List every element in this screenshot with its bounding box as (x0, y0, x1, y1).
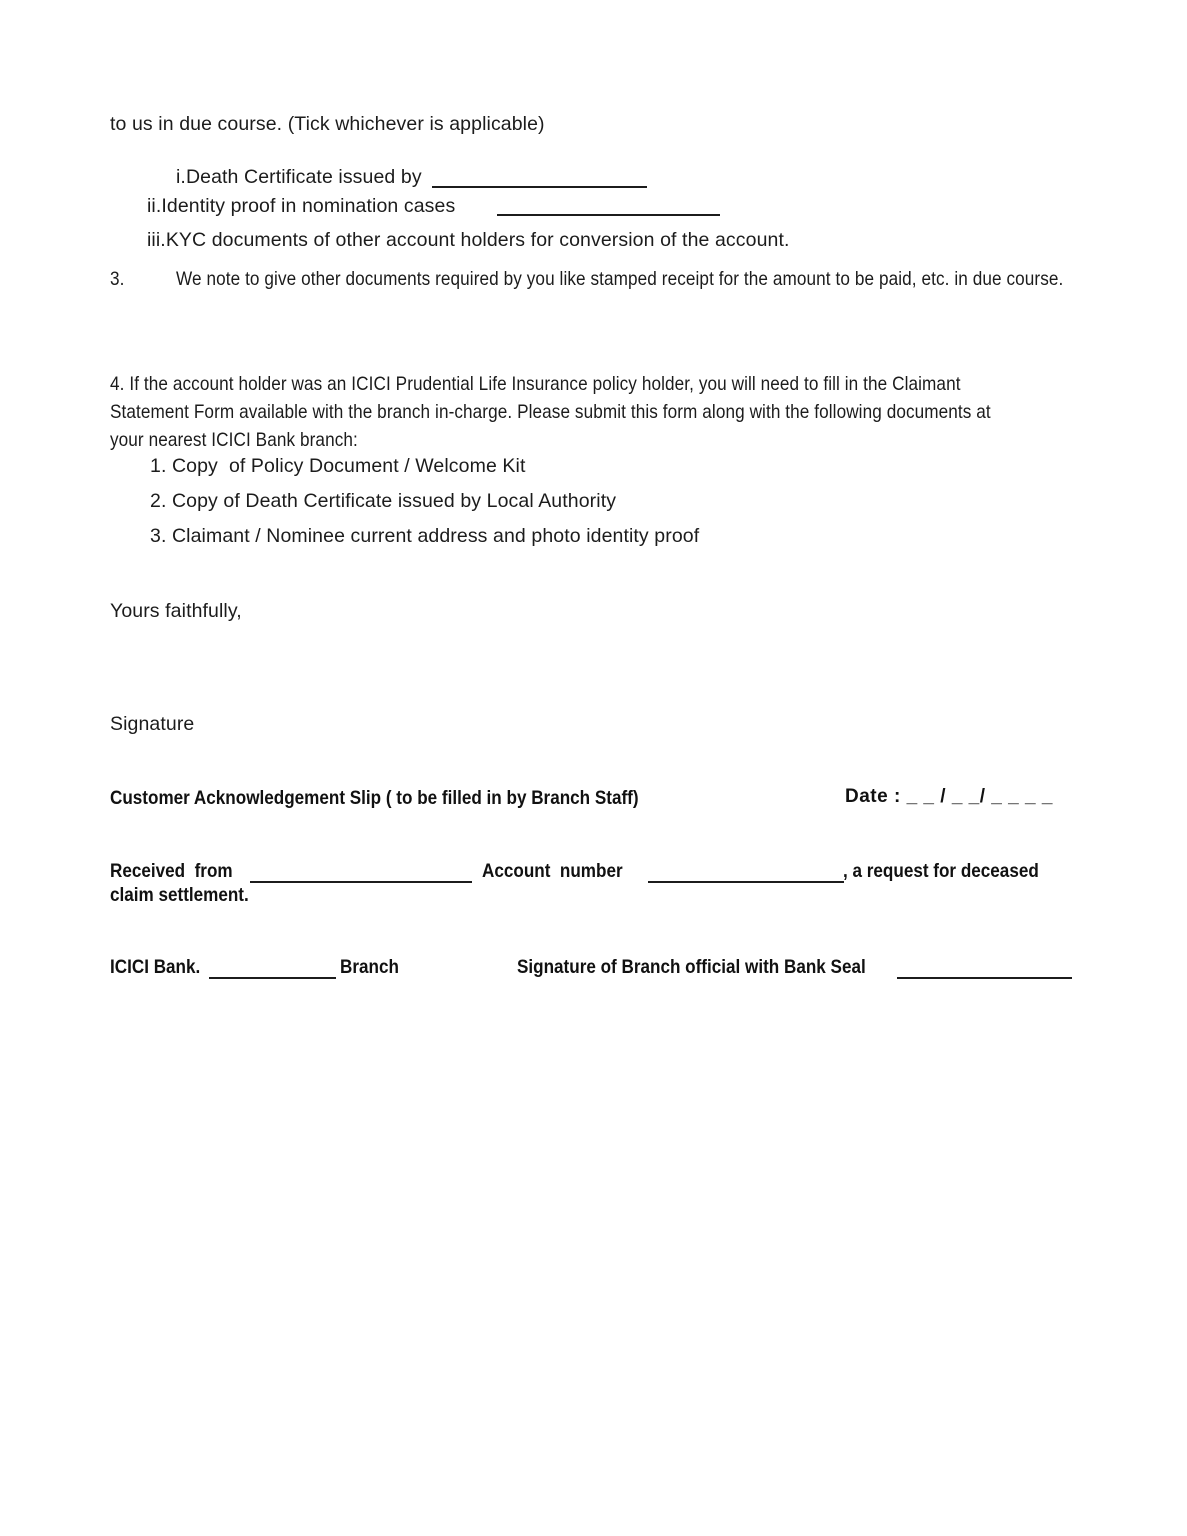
branch-official-signature-blank[interactable] (897, 977, 1072, 979)
received-from-blank[interactable] (250, 881, 472, 883)
roman-item-ii-label: Identity proof in nomination cases (161, 195, 456, 217)
roman-item-ii (147, 192, 455, 221)
roman-item-iii-marker: iii. (147, 229, 166, 251)
clause-4-text: 4. If the account holder was an ICICI Prudential Life Insurance policy holder, you will need to fill in the Claimant Statement Form available with the branch in-charge. Please submit this form along with the following documents at your nearest ICICI Bank branch: (110, 373, 996, 451)
branch-label: Branch (340, 957, 399, 978)
roman-item-iii (147, 226, 790, 255)
clause-3-text: We note to give other documents required by you like stamped receipt for the amount to be paid, etc. in due course. (176, 268, 1064, 290)
numbered-item-2: 2. Copy of Death Certificate issued by Local Authority (150, 490, 617, 512)
roman-item-iii-label: KYC documents of other account holders for conversion of the account. (165, 229, 790, 251)
account-number-blank[interactable] (648, 881, 844, 883)
roman-item-i-label: Death Certificate issued by (185, 166, 422, 188)
request-tail-text: , a request for deceased (843, 861, 1039, 882)
branch-official-signature-label: Signature of Branch official with Bank Seal (517, 957, 866, 978)
icici-bank-label: ICICI Bank. (110, 957, 201, 978)
acknowledgement-slip-heading: Customer Acknowledgement Slip ( to be filled in by Branch Staff) (110, 788, 639, 809)
received-from-label: Received from (110, 861, 233, 882)
closing-salutation: Yours faithfully, (110, 600, 242, 622)
roman-item-ii-marker: ii. (147, 195, 162, 217)
signature-label: Signature (110, 713, 195, 735)
account-number-label: Account number (482, 861, 623, 882)
date-field[interactable] (845, 786, 1053, 808)
date-label: Date : (845, 786, 907, 807)
roman-item-i (176, 163, 422, 192)
death-certificate-blank[interactable] (432, 186, 647, 188)
branch-name-blank[interactable] (209, 977, 336, 979)
claim-settlement-line: claim settlement. (110, 885, 249, 906)
numbered-item-1: 1. Copy of Policy Document / Welcome Kit (150, 455, 526, 477)
numbered-item-3: 3. Claimant / Nominee current address and photo identity proof (150, 525, 700, 547)
roman-item-i-marker: i. (176, 166, 186, 188)
identity-proof-blank[interactable] (497, 214, 720, 216)
clause-3-number: 3. (110, 268, 125, 290)
intro-line: to us in due course. (Tick whichever is applicable) (110, 113, 545, 135)
date-value: _ _ / _ _/ _ _ _ _ (906, 786, 1053, 807)
